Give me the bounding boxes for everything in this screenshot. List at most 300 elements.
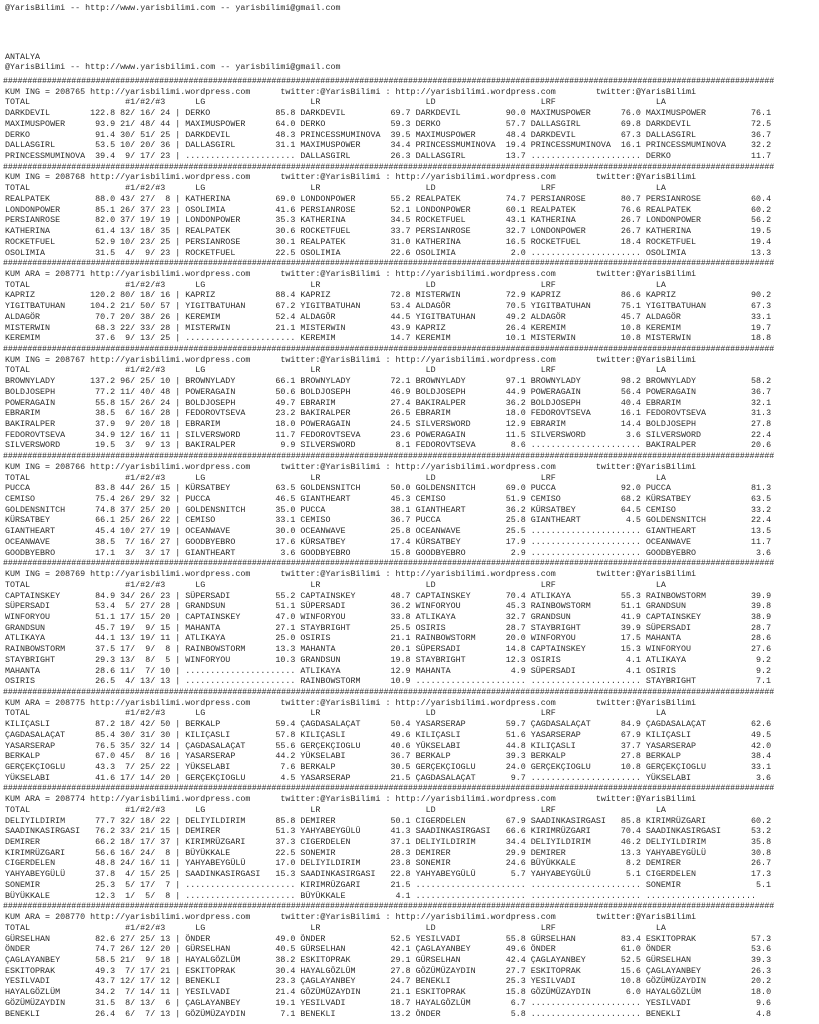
column-header-123: #1/#2/#3 (125, 472, 166, 483)
lr-value: 26.3 (390, 151, 411, 162)
lr-name: OCEANWAVE (300, 526, 346, 537)
horse-name: KAPRIZ (5, 290, 36, 301)
twitter-site-label: twitter:@YarisBilimi : http://yarisbilimi.wordpress.com (280, 354, 556, 365)
la-name: MAXIMUSPOWER (645, 108, 706, 119)
divider: | (175, 826, 181, 837)
column-header-ld: LD (425, 183, 436, 194)
table-row (0, 633, 819, 644)
ld-name: EBRARIM (415, 408, 451, 419)
ld-value: 55.8 (505, 933, 526, 944)
la-value: 30.8 (751, 847, 772, 858)
total-score: 67.0 (95, 751, 116, 762)
lrf-name: GIANTHEART (530, 515, 581, 526)
lr-name: SAADINKASIRGASI (300, 869, 376, 880)
twitter-label: twitter:@YarisBilimi (595, 912, 696, 923)
lrf-empty: ...................... (530, 536, 641, 547)
lr-name: POWERAGAIN (300, 419, 351, 429)
la-value: 27.6 (751, 644, 772, 655)
horse-name: OSOLIMIA (5, 247, 46, 258)
race-label: KUM ING = 208768 http://yarisbilimi.wordpress.com (5, 172, 251, 183)
la-name: GÖZÜMÜZAYDIN (645, 976, 706, 987)
total-score: 85.4 (95, 729, 116, 740)
lr-name: ÇAGDASALAÇAT (300, 719, 361, 730)
lg-name: MAHANTA (185, 622, 221, 633)
twitter-label: twitter:@YarisBilimi (595, 172, 696, 183)
lg-name: BÜYÜKKALE (185, 847, 231, 858)
column-header-lr: LR (310, 579, 321, 590)
la-value: 72.5 (751, 118, 772, 129)
la-name: YESILVADI (645, 997, 691, 1008)
lg-name: BERKALP (185, 719, 221, 730)
lrf-value: 10.8 (620, 762, 641, 772)
lr-name: BÜYÜKKALE (300, 890, 346, 901)
lr-name: REALPATEK (300, 236, 346, 247)
table-row (0, 526, 819, 537)
la-value: 13.5 (751, 526, 772, 537)
lr-name: CIGERDELEN (300, 837, 351, 848)
column-header-row (0, 473, 819, 484)
ld-value: 39.3 (505, 751, 526, 762)
horse-name: PERSIANROSE (5, 215, 61, 226)
la-name: POWERAGAIN (645, 386, 696, 397)
race-label: KUM ING = 208767 http://yarisbilimi.wordpress.com (5, 354, 251, 365)
lr-name: YESILVADI (300, 997, 346, 1008)
placing-scores: 7/ 14/ 11 (125, 987, 171, 998)
horse-name: ÇAGLAYANBEY (5, 954, 61, 965)
horse-name: GÖZÜMÜZAYDIN (5, 997, 66, 1008)
column-header-lg: LG (195, 804, 206, 815)
lr-name: CAPTAINSKEY (300, 590, 356, 601)
lr-name: KÜRSATBEY (300, 536, 346, 547)
la-name: ÇAGDASALAÇAT (645, 719, 706, 730)
lg-empty: ...................... (185, 676, 296, 687)
ld-name: ROCKETFUEL (415, 215, 466, 226)
race-label: KUM ARA = 208771 http://yarisbilimi.wordpress.com (5, 268, 251, 279)
lr-value: 49.6 (390, 729, 411, 740)
divider: | (175, 644, 181, 655)
lr-name: OSIRIS (300, 633, 331, 644)
placing-scores: 13/ 8/ 5 (120, 654, 171, 665)
column-header-row (0, 805, 819, 816)
lrf-value: 16.1 (620, 408, 641, 419)
total-score: 45.7 (95, 622, 116, 633)
lrf-empty: ...................... (530, 879, 641, 890)
divider: | (175, 419, 181, 429)
total-score: 26.4 (95, 1008, 116, 1019)
la-value: 36.7 (751, 129, 772, 140)
lrf-value: 26.7 (620, 215, 641, 226)
divider: | (175, 987, 181, 998)
lr-name: ESKITOPRAK (300, 954, 351, 965)
table-row (0, 537, 819, 548)
column-header-lg: LG (195, 183, 206, 194)
ld-value: 12.3 (505, 654, 526, 665)
lg-name: WINFORYOU (185, 654, 231, 665)
la-value: 39.3 (751, 954, 772, 965)
la-name: LONDONPOWER (645, 215, 701, 226)
lrf-value: 75.1 (620, 301, 641, 312)
table-row (0, 601, 819, 612)
divider: | (175, 440, 181, 451)
lr-value: 13.2 (390, 1008, 411, 1019)
divider: | (175, 869, 181, 880)
ld-name: ÇAGLAYANBEY (415, 944, 471, 955)
ld-name: OSOLIMIA (415, 247, 456, 258)
la-name: RAINBOWSTORM (645, 590, 706, 601)
horse-name: ESKITOPRAK (5, 965, 56, 976)
total-score: 43.7 (95, 976, 116, 987)
ld-name: SILVERSWORD (415, 419, 471, 429)
total-score: 77.2 (95, 386, 116, 397)
lr-name: BENEKLI (300, 1008, 336, 1019)
lr-name: ÇAGLAYANBEY (300, 976, 356, 987)
ld-value: 25.5 (505, 526, 526, 537)
la-name: YÜKSELABI (645, 772, 691, 783)
lrf-name: POWERAGAIN (530, 386, 581, 397)
lr-value: 14.7 (390, 333, 411, 344)
la-name: GÜRSELHAN (645, 954, 691, 965)
lr-value: 22.6 (390, 247, 411, 258)
ld-value: 66.6 (505, 826, 526, 837)
divider: | (175, 633, 181, 644)
ld-name: DELIYILDIRIM (415, 837, 476, 848)
separator-line: ############################################################################################################################################################## (2, 558, 775, 569)
column-header-lrf: LRF (540, 183, 556, 194)
placing-scores: 37/ 25/ 20 (120, 504, 171, 515)
lrf-name: SÜPERSADI (530, 665, 576, 676)
table-row (0, 430, 819, 441)
placing-scores: 43/ 27/ 8 (120, 193, 171, 204)
column-header-lr: LR (310, 365, 321, 376)
la-name: ÖNDER (645, 944, 671, 955)
lr-value: 24.7 (390, 976, 411, 987)
column-header-lrf: LRF (540, 708, 556, 719)
horse-name: GERÇEKÇIOGLU (5, 762, 66, 772)
total-score: 41.6 (95, 772, 116, 783)
lr-name: CEMISO (300, 515, 331, 526)
ld-name: PUCCA (415, 515, 441, 526)
horse-name: REALPATEK (5, 193, 51, 204)
lr-name: DELIYILDIRIM (300, 858, 361, 869)
contact-line-2: @YarisBilimi -- http://www.yarisbilimi.com -- yarisbilimi@gmail.com (5, 62, 341, 72)
lr-value: 46.9 (390, 386, 411, 397)
lg-value: 64.0 (275, 118, 296, 129)
ld-name: MAXIMUSPOWER (415, 129, 476, 140)
ld-name: GOLDENSNITCH (415, 483, 476, 494)
la-value: 76.1 (751, 108, 772, 119)
lr-value: 12.9 (390, 665, 411, 676)
lr-value: 40.6 (390, 740, 411, 751)
twitter-label: twitter:@YarisBilimi (595, 461, 696, 472)
la-name: CAPTAINSKEY (645, 611, 701, 622)
placing-scores: 21/ 48/ 44 (120, 118, 171, 129)
column-header-total: TOTAL (5, 183, 31, 194)
horse-name: SAADINKASIRGASI (5, 826, 81, 837)
ld-name: DARKDEVIL (415, 108, 461, 119)
lg-name: KÜRSATBEY (185, 483, 231, 494)
lr-value: 33.7 (390, 226, 411, 237)
la-value: 18.8 (751, 333, 772, 344)
lr-value: 31.0 (390, 236, 411, 247)
la-value: 60.2 (751, 815, 772, 826)
ld-value: 90.0 (505, 108, 526, 119)
la-value: 67.3 (751, 301, 772, 312)
ld-value: 36.2 (505, 504, 526, 515)
divider: | (175, 622, 181, 633)
ld-name: POWERAGAIN (415, 429, 466, 440)
lrf-value: 15.3 (620, 644, 641, 655)
lrf-name: PUCCA (530, 483, 556, 494)
lrf-empty: ...................... (530, 526, 641, 537)
horse-name: GÜRSELHAN (5, 933, 51, 944)
lrf-name: ESKITOPRAK (530, 965, 581, 976)
table-row (0, 237, 819, 248)
horse-name: ÖNDER (5, 944, 31, 955)
la-name: ATLIKAYA (645, 654, 686, 665)
total-score: 76.5 (95, 740, 116, 751)
la-value: 39.9 (751, 590, 772, 601)
ld-name: BAKIRALPER (415, 397, 466, 408)
placing-scores: 32/ 18/ 22 (120, 815, 171, 826)
column-header-lg: LG (195, 279, 206, 290)
lrf-empty: ...................... (530, 676, 641, 687)
lrf-name: ÖNDER (530, 944, 556, 955)
lg-value: 85.8 (275, 815, 296, 826)
total-score: 83.8 (95, 483, 116, 494)
column-header-row (0, 280, 819, 291)
lr-value: 41.3 (390, 826, 411, 837)
total-score: 12.3 (95, 890, 116, 901)
ld-value: 70.4 (505, 590, 526, 601)
lrf-name: ÇAGDASALAÇAT (530, 719, 591, 730)
total-score: 104.2 (90, 301, 116, 312)
horse-name: OCEANWAVE (5, 536, 51, 547)
twitter-label: twitter:@YarisBilimi (595, 86, 696, 97)
table-row (0, 301, 819, 312)
la-value: 3.6 (756, 547, 772, 558)
divider: | (175, 290, 181, 301)
column-header-row (0, 97, 819, 108)
la-value: 60.2 (751, 204, 772, 215)
horse-name: DELIYILDIRIM (5, 815, 66, 826)
la-name: MISTERWIN (645, 333, 691, 344)
lrf-name: SILVERSWORD (530, 429, 586, 440)
placing-scores: 3/ 9/ 13 (125, 440, 171, 451)
lg-name: RAINBOWSTORM (185, 644, 246, 655)
lrf-name: FEDOROVTSEVA (530, 408, 591, 419)
placing-scores: 11/ 40/ 48 (120, 386, 171, 397)
lrf-name: ATLIKAYA (530, 590, 571, 601)
lrf-name: BOLDJOSEPH (530, 397, 581, 408)
la-name: ÇAGLAYANBEY (645, 965, 701, 976)
lg-value: 38.2 (275, 954, 296, 965)
lr-value: 38.1 (390, 504, 411, 515)
lr-name: YASARSERAP (300, 772, 351, 783)
la-name: KILIÇASLI (645, 729, 691, 740)
column-header-row (0, 580, 819, 591)
column-header-total: TOTAL (5, 97, 31, 108)
ld-value: 29.9 (505, 847, 526, 858)
twitter-label: twitter:@YarisBilimi (595, 268, 696, 279)
la-value: 49.5 (751, 729, 772, 740)
lg-name: GÖZÜMÜZAYDIN (185, 1008, 246, 1019)
column-header-la: LA (655, 183, 666, 194)
total-score: 68.3 (95, 322, 116, 333)
la-name: YIGITBATUHAN (645, 301, 706, 312)
lr-name: YÜKSELABI (300, 751, 346, 762)
lr-value: 37.1 (390, 837, 411, 848)
horse-name: KEREMIM (5, 333, 41, 344)
horse-name: HAYALGÖZLÜM (5, 987, 61, 998)
la-value: 63.5 (751, 494, 772, 505)
column-header-total: TOTAL (5, 579, 31, 590)
twitter-label: twitter:@YarisBilimi (595, 794, 696, 805)
horse-name: YIGITBATUHAN (5, 301, 66, 312)
lg-value: 3.6 (280, 547, 296, 558)
lg-value: 31.1 (275, 140, 296, 151)
ld-name: KAPRIZ (415, 322, 446, 333)
separator-line: ############################################################################################################################################################## (2, 783, 775, 794)
lr-name: DERKO (300, 118, 326, 129)
lg-name: DERKO (185, 108, 211, 119)
ld-name: BERKALP (415, 751, 451, 762)
lg-value: 52.4 (275, 311, 296, 322)
lg-name: DEMIRER (185, 826, 221, 837)
lrf-value: 45.7 (620, 311, 641, 322)
horse-name: WINFORYOU (5, 611, 51, 622)
divider: | (175, 333, 181, 344)
la-name: PERSIANROSE (645, 193, 701, 204)
lrf-empty: ...................... (530, 247, 641, 258)
la-name: SAADINKASIRGASI (645, 826, 721, 837)
table-row (0, 494, 819, 505)
lrf-name: YASARSERAP (530, 729, 581, 740)
total-score: 84.9 (95, 590, 116, 601)
lr-value: 4.1 (395, 890, 411, 901)
lrf-value: 5.1 (625, 869, 641, 880)
table-row (0, 194, 819, 205)
horse-name: DERKO (5, 129, 31, 140)
lrf-name: BÜYÜKKALE (530, 858, 576, 869)
divider: | (175, 129, 181, 140)
table-row (0, 376, 819, 387)
divider: | (175, 376, 181, 387)
lr-name: ROCKETFUEL (300, 226, 351, 237)
horse-name: CAPTAINSKEY (5, 590, 61, 601)
la-name: KEREMIM (645, 322, 681, 333)
column-header-row (0, 708, 819, 719)
column-header-ld: LD (425, 804, 436, 815)
lrf-name: MISTERWIN (530, 333, 576, 344)
lrf-value: 86.6 (620, 290, 641, 301)
horse-name: SILVERSWORD (5, 440, 61, 451)
placing-scores: 4/ 9/ 23 (125, 247, 171, 258)
horse-name: KIRIMRÜZGARI (5, 847, 66, 858)
table-row (0, 934, 819, 945)
lg-value: 23.2 (275, 408, 296, 419)
column-header-la: LA (655, 97, 666, 108)
column-header-total: TOTAL (5, 279, 31, 290)
lg-name: ÇAGDASALAÇAT (185, 740, 246, 751)
lrf-name: OSIRIS (530, 654, 561, 665)
placing-scores: 9/ 20/ 18 (125, 419, 171, 429)
table-row (0, 290, 819, 301)
la-name: BOLDJOSEPH (645, 419, 696, 429)
ld-value: 44.8 (505, 740, 526, 751)
placing-scores: 12/ 17/ 12 (120, 976, 171, 987)
lr-name: GERÇEKÇIOGLU (300, 740, 361, 751)
lrf-value: 52.5 (620, 954, 641, 965)
la-value: 9.2 (756, 654, 772, 665)
la-name: PUCCA (645, 483, 671, 494)
la-value: 42.0 (751, 740, 772, 751)
lr-name: MAXIMUSPOWER (300, 140, 361, 151)
la-value: 19.4 (751, 236, 772, 247)
table-row (0, 762, 819, 773)
lg-value: 13.3 (275, 644, 296, 655)
divider: | (175, 847, 181, 858)
twitter-site-label: twitter:@YarisBilimi : http://yarisbilimi.wordpress.com (280, 794, 556, 805)
ld-value: 25.3 (505, 976, 526, 987)
la-value: 62.6 (751, 719, 772, 730)
column-header-lg: LG (195, 922, 206, 933)
lr-name: YIGITBATUHAN (300, 301, 361, 312)
total-score: 77.7 (95, 815, 116, 826)
lr-value: 34.5 (390, 215, 411, 226)
placing-scores: 5/ 27/ 28 (125, 601, 171, 612)
lr-name: BERKALP (300, 762, 336, 772)
horse-name: RAINBOWSTORM (5, 644, 66, 655)
placing-scores: 26/ 12/ 20 (120, 944, 171, 955)
column-header-lg: LG (195, 365, 206, 376)
lr-name: DEMIRER (300, 815, 336, 826)
ld-name: SONEMIR (415, 858, 451, 869)
lr-name: PUCCA (300, 504, 326, 515)
lr-value: 44.5 (390, 311, 411, 322)
lr-value: 55.2 (390, 193, 411, 204)
la-value: 36.7 (751, 386, 772, 397)
table-row (0, 676, 819, 687)
lg-name: POWERAGAIN (185, 386, 236, 397)
lg-value: 46.5 (275, 494, 296, 505)
total-score: 17.1 (95, 547, 116, 558)
la-name: DEMIRER (645, 858, 681, 869)
ld-value: 9.7 (510, 772, 526, 783)
lg-name: ÇAGLAYANBEY (185, 997, 241, 1008)
lrf-value: 14.4 (620, 419, 641, 429)
lrf-name: ROCKETFUEL (530, 236, 581, 247)
horse-name: BÜYÜKKALE (5, 890, 51, 901)
horse-name: YASARSERAP (5, 740, 56, 751)
lg-name: GRANDSUN (185, 601, 226, 612)
la-value: 19.5 (751, 226, 772, 237)
la-name: YAHYABEYGÜLÜ (645, 847, 706, 858)
lg-value: 10.3 (275, 654, 296, 665)
lr-name: DALLASGIRL (300, 151, 351, 162)
lg-name: YÜKSELABI (185, 762, 231, 772)
horse-name: GRANDSUN (5, 622, 46, 633)
lr-name: KILIÇASLI (300, 729, 346, 740)
la-name: GIANTHEART (645, 526, 696, 537)
lrf-name: KÜRSATBEY (530, 504, 576, 515)
lrf-value: 46.2 (620, 837, 641, 848)
column-header-lrf: LRF (540, 922, 556, 933)
divider: | (175, 772, 181, 783)
total-score: 51.1 (95, 611, 116, 622)
ld-value: 13.7 (505, 151, 526, 162)
placing-scores: 45/ 8/ 16 (120, 751, 171, 762)
lr-name: MISTERWIN (300, 322, 346, 333)
